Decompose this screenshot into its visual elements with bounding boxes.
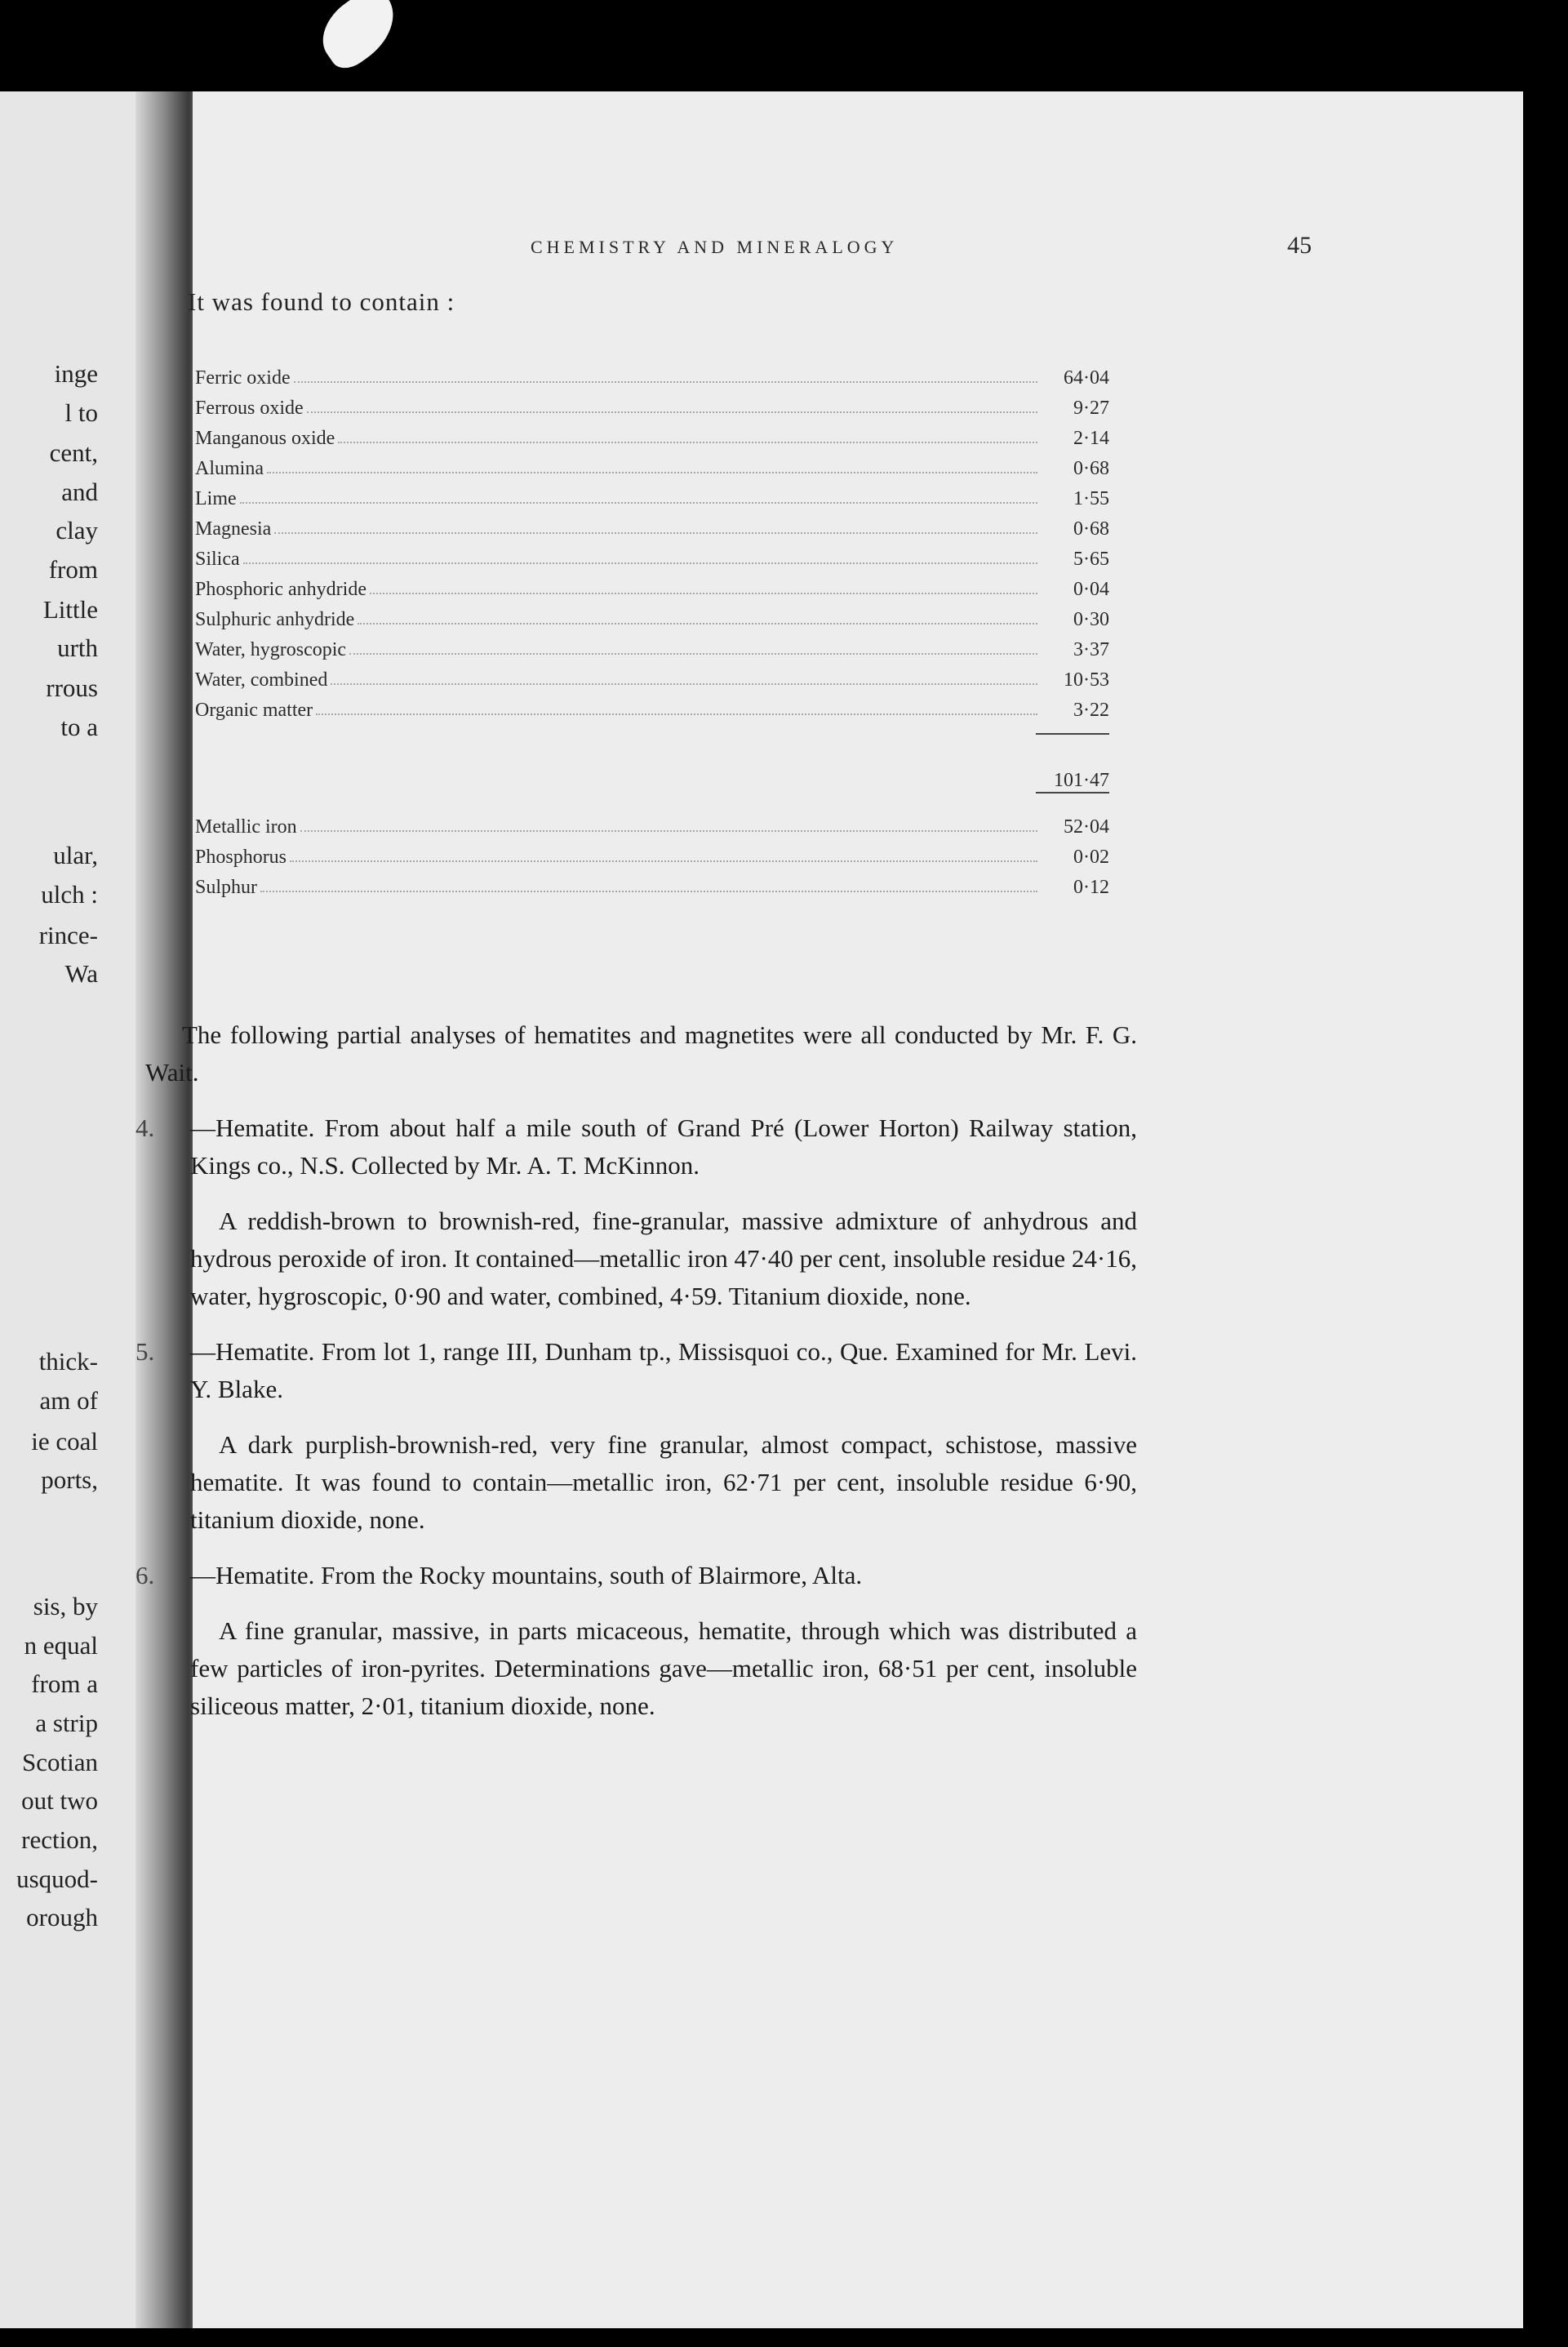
leader-dots	[331, 683, 1037, 685]
analysis-row	[195, 480, 1109, 510]
left-page-line: l to	[64, 398, 98, 427]
left-page-line: ie coal	[31, 1427, 98, 1456]
component-value: 0·30	[1073, 609, 1109, 630]
total-rule	[1036, 792, 1109, 793]
leader-dots	[358, 623, 1037, 625]
analysis-row	[195, 869, 1109, 899]
left-page-line: inge	[54, 359, 98, 388]
left-page-line: n equal	[24, 1631, 98, 1660]
leader-dots	[338, 442, 1037, 443]
component-name: Alumina	[195, 458, 264, 479]
component-name: Silica	[195, 549, 240, 570]
leader-dots	[300, 830, 1037, 832]
analysis-row	[195, 389, 1109, 420]
sample-entry	[135, 1333, 1137, 1539]
component-value: 1·55	[1073, 488, 1109, 509]
sample-entry	[135, 1557, 1137, 1725]
component-name: Phosphoric anhydride	[195, 579, 366, 600]
leader-dots	[370, 593, 1037, 594]
component-value: 0·12	[1073, 877, 1109, 898]
component-name: Sulphur	[195, 877, 258, 898]
left-page-line: clay	[56, 516, 98, 545]
component-value: 2·14	[1073, 428, 1109, 449]
leader-dots	[307, 411, 1037, 413]
left-page-line: usquod-	[16, 1865, 98, 1893]
analysis-row	[195, 691, 1109, 722]
left-page-line: from a	[31, 1669, 98, 1698]
leader-dots	[349, 653, 1037, 655]
left-page-line: and	[61, 478, 98, 506]
entry-number: 6.	[135, 1561, 155, 1589]
left-page-line: out two	[21, 1786, 98, 1815]
left-page-line: cent,	[49, 438, 98, 467]
component-value: 5·65	[1073, 549, 1109, 570]
component-value: 52·04	[1064, 816, 1109, 838]
component-value: 0·04	[1073, 579, 1109, 600]
entry-heading-text: —Hematite. From the Rocky mountains, south of Blairmore, Alta.	[190, 1561, 863, 1589]
running-title: CHEMISTRY AND MINERALOGY	[531, 237, 899, 257]
analysis-row	[195, 571, 1109, 601]
entry-heading	[135, 1109, 1137, 1185]
left-page-line: ular,	[53, 841, 98, 869]
entry-description: A dark purplish-brownish-red, very fine granular, almost compact, schistose, massive hematite. It was found to contain—metallic iron, 62·71 per cent, insoluble residue 6·90, titanium dioxide, none.	[190, 1430, 1137, 1534]
left-page-line: Wa	[64, 959, 98, 988]
leader-dots	[316, 713, 1037, 715]
component-value: 3·22	[1073, 700, 1109, 721]
left-page-line: ulch :	[41, 880, 98, 909]
component-name: Organic matter	[195, 700, 313, 721]
analysis-row	[195, 420, 1109, 450]
component-value: 10·53	[1064, 669, 1109, 691]
intro-paragraph: The following partial analyses of hematites and magnetites were all conducted by Mr. F. G. Wait.	[145, 1020, 1137, 1087]
left-page-line: from	[48, 555, 98, 584]
entry-heading	[135, 1557, 1137, 1594]
left-page-line: urth	[57, 633, 98, 662]
component-value: 0·68	[1073, 458, 1109, 479]
left-page-line: rince-	[38, 921, 98, 949]
component-name: Magnesia	[195, 518, 272, 540]
analysis-row	[195, 601, 1109, 631]
left-page-line: rrous	[46, 673, 98, 702]
analysis-row	[195, 631, 1109, 661]
component-name: Water, combined	[195, 669, 328, 691]
component-name: Water, hygroscopic	[195, 639, 347, 660]
left-page-line: am of	[39, 1386, 98, 1415]
left-page-line: orough	[26, 1903, 98, 1931]
total-row	[195, 735, 1109, 792]
entry-description: A reddish-brown to brownish-red, fine-granular, massive admixture of anhydrous and hydrous peroxide of iron. It contained—metallic iron 47·40 per cent, insoluble residue 24·16, water, hygroscopic, 0·90 and water, combined, 4·59. Titanium dioxide, none.	[190, 1207, 1137, 1310]
leader-dots	[290, 860, 1037, 862]
component-name: Manganous oxide	[195, 428, 335, 449]
leader-dots	[243, 562, 1037, 564]
entry-number: 4.	[135, 1113, 155, 1142]
total-value: 101·47	[1054, 770, 1109, 791]
left-page-line: ports,	[41, 1465, 98, 1494]
component-name: Ferric oxide	[195, 367, 291, 389]
page-number: 45	[1287, 232, 1312, 259]
component-name: Phosphorus	[195, 847, 287, 868]
component-name: Metallic iron	[195, 816, 297, 838]
component-value: 0·02	[1073, 847, 1109, 868]
entry-number: 5.	[135, 1337, 155, 1366]
entry-heading-text: —Hematite. From about half a mile south of Grand Pré (Lower Horton) Railway station, Kings co., N.S. Collected by Mr. A. T. McKinnon.	[190, 1113, 1137, 1180]
left-page-line: to a	[60, 713, 98, 741]
analysis-table	[195, 359, 1109, 899]
table-intro: It was found to contain :	[188, 287, 455, 316]
analysis-row	[195, 540, 1109, 571]
left-page-line: rection,	[21, 1825, 98, 1854]
entry-heading-text: —Hematite. From lot 1, range III, Dunham tp., Missisquoi co., Que. Examined for Mr. Levi. Y. Blake.	[190, 1337, 1137, 1403]
component-value: 9·27	[1073, 398, 1109, 419]
component-name: Ferrous oxide	[195, 398, 304, 419]
left-page-line: thick-	[38, 1347, 98, 1376]
component-value: 64·04	[1064, 367, 1109, 389]
component-value: 3·37	[1073, 639, 1109, 660]
body-text	[135, 1016, 1137, 1725]
leader-dots	[274, 532, 1037, 534]
left-page-line: Little	[42, 595, 98, 624]
sample-entry	[135, 1109, 1137, 1315]
left-page-line: Scotian	[22, 1748, 98, 1776]
leader-dots	[294, 381, 1037, 383]
analysis-row	[195, 838, 1109, 869]
component-name: Sulphuric anhydride	[195, 609, 355, 630]
leader-dots	[267, 472, 1037, 473]
leader-dots	[240, 502, 1037, 504]
analysis-row	[195, 661, 1109, 691]
analysis-row	[195, 808, 1109, 838]
left-page-line: sis, by	[33, 1592, 98, 1620]
scan-artifact	[309, 0, 409, 75]
entry-description: A fine granular, massive, in parts micaceous, hematite, through which was distributed a few particles of iron-pyrites. Determinations gave—metallic iron, 68·51 per cent, insoluble siliceous matter, 2·01, titanium dioxide, none.	[190, 1616, 1137, 1720]
analysis-row	[195, 450, 1109, 480]
leader-dots	[260, 891, 1037, 892]
analysis-row	[195, 510, 1109, 540]
entry-heading	[135, 1333, 1137, 1408]
component-name: Lime	[195, 488, 237, 509]
analysis-row	[195, 359, 1109, 389]
component-value: 0·68	[1073, 518, 1109, 540]
left-page-line: a strip	[35, 1709, 98, 1737]
